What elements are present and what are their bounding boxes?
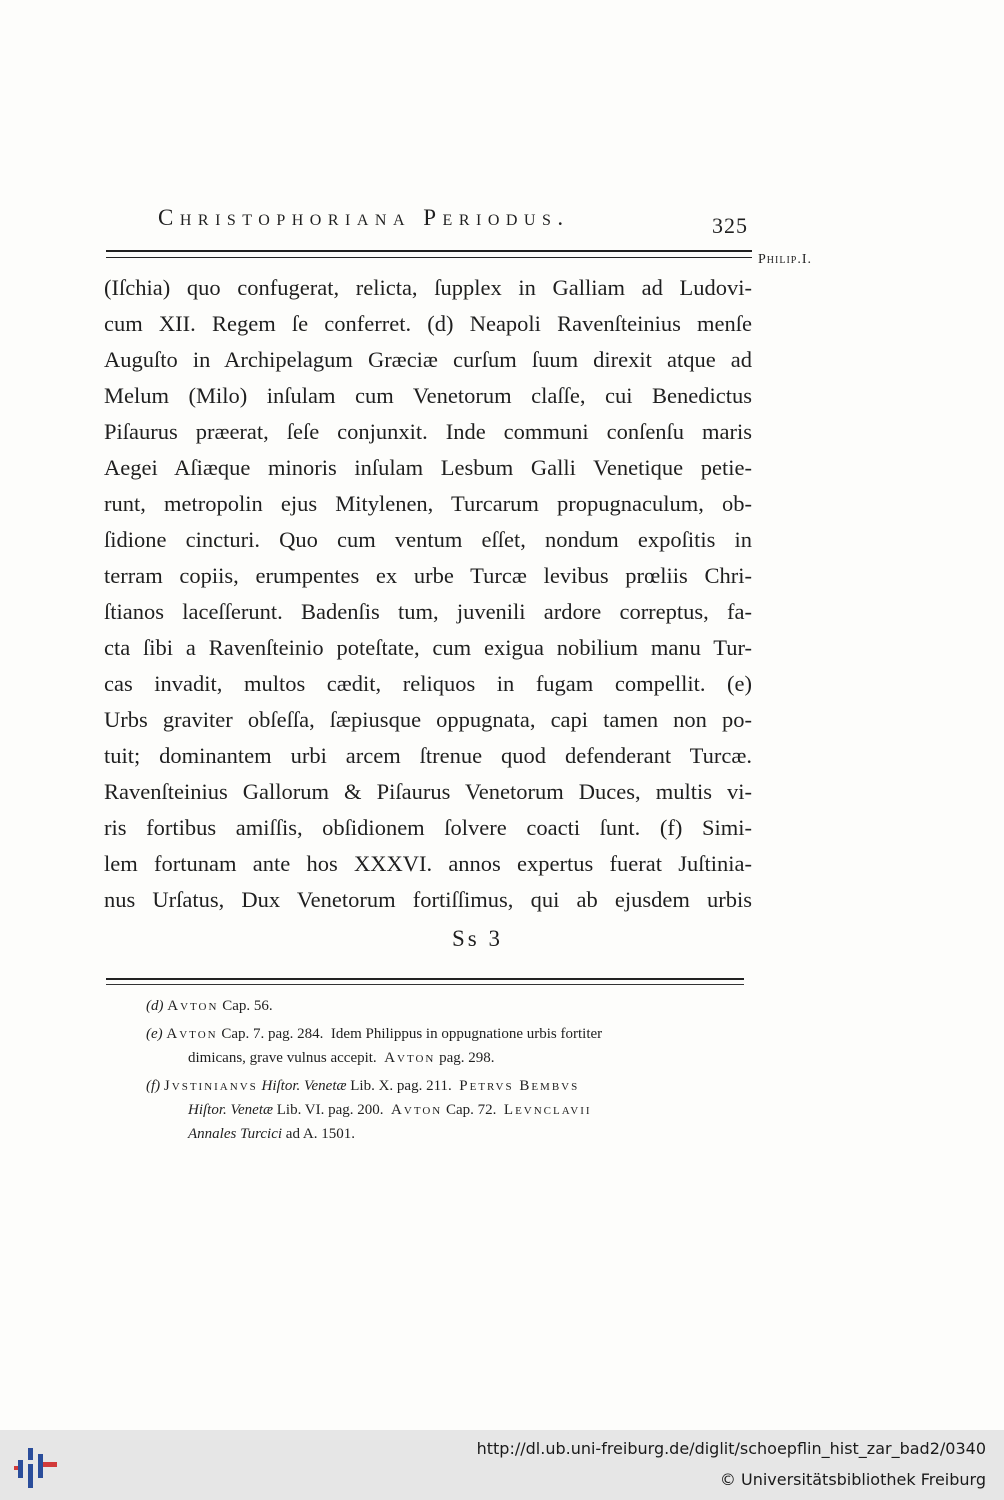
body-text xyxy=(104,270,752,918)
text-line: ſtianos laceſſerunt. Badenſis tum, juvenili ardore correptus, fa- xyxy=(104,599,752,624)
footnote-ref: Cap. 72. xyxy=(445,1102,497,1118)
text-line: Piſaurus præerat, ſeſe conjunxit. Inde communi conſenſu maris xyxy=(104,419,752,444)
text-line: Auguſto in Archipelagum Græciæ curſum ſuum direxit atque ad xyxy=(104,347,752,372)
source-url-link[interactable]: http://dl.ub.uni-freiburg.de/diglit/schoepflin_hist_zar_bad2/0340 xyxy=(476,1439,986,1458)
footnote-author: Avton xyxy=(167,998,219,1014)
ub-freiburg-logo-icon[interactable] xyxy=(14,1440,64,1492)
text-line: Melum (Milo) inſulam cum Venetorum claſſe, cui Benedictus xyxy=(104,383,752,408)
footnote-continuation xyxy=(146,1098,756,1122)
footnote-f xyxy=(146,1074,756,1146)
footnote-label: (e) xyxy=(146,1026,163,1042)
margin-note: Philip.I. xyxy=(758,252,812,267)
running-head: Christophoriana Periodus. xyxy=(158,205,570,230)
copyright-text: © Universitätsbibliothek Freiburg xyxy=(719,1470,986,1489)
footnote-author: Petrvs Bembvs xyxy=(459,1078,580,1094)
text-line: cta ſibi a Ravenſteinio poteſtate, cum exigua nobilium manu Tur- xyxy=(104,635,752,660)
footnote-label: (d) xyxy=(146,998,164,1014)
footnote-ref: Lib. VI. pag. 200. xyxy=(276,1102,384,1118)
footnote-work: Hiſtor. Venetæ xyxy=(188,1102,273,1118)
text-line: ris fortibus amiſſis, obſidionem ſolvere coacti ſunt. (f) Simi- xyxy=(104,815,752,840)
text-line: nus Urſatus, Dux Venetorum fortiſſimus, qui ab ejusdem urbis xyxy=(104,887,752,912)
text-line: Aegei Aſiæque minoris inſulam Lesbum Galli Venetique petie- xyxy=(104,455,752,480)
footnote-ref: ad A. 1501. xyxy=(285,1126,355,1142)
footnote-d xyxy=(146,994,756,1018)
footnote-ref: Cap. 7. pag. 284. xyxy=(221,1026,324,1042)
signature-mark: Ss 3 xyxy=(452,926,503,951)
footnote-continuation xyxy=(146,1046,756,1070)
text-line: (Iſchia) quo confugerat, relicta, ſupplex in Galliam ad Ludovi- xyxy=(104,275,752,300)
footnote-work: Annales Turcici xyxy=(188,1126,283,1142)
footnote-text: dimicans, grave vulnus accepit. xyxy=(188,1050,377,1066)
footnote-rule xyxy=(106,978,744,985)
footnote-text: Idem Philippus in oppugnatione urbis fortiter xyxy=(330,1026,603,1042)
text-line: lem fortunam ante hos XXXVI. annos expertus fuerat Juſtinia- xyxy=(104,851,752,876)
footnotes xyxy=(146,994,756,1150)
footnote-author: Jvstinianvs xyxy=(163,1078,258,1094)
text-line: Ravenſteinius Gallorum & Piſaurus Venetorum Duces, multis vi- xyxy=(104,779,752,804)
footnote-label: (f) xyxy=(146,1078,161,1094)
header-rule xyxy=(106,250,752,258)
footnote-author: Levnclavii xyxy=(503,1102,592,1118)
footnote-e xyxy=(146,1022,756,1070)
footnote-continuation xyxy=(146,1122,756,1146)
page-number: 325 xyxy=(712,213,748,238)
text-line: ſidione cincturi. Quo cum ventum eſſet, nondum expoſitis in xyxy=(104,527,752,552)
footnote-ref: Lib. X. pag. 211. xyxy=(350,1078,452,1094)
footer-bar xyxy=(0,1430,1004,1500)
text-line: Urbs graviter obſeſſa, ſæpiusque oppugnata, capi tamen non po- xyxy=(104,707,752,732)
footnote-ref: Cap. 56. xyxy=(222,998,273,1014)
text-line: tuit; dominantem urbi arcem ſtrenue quod defenderant Turcæ. xyxy=(104,743,752,768)
text-line: cas invadit, multos cædit, reliquos in fugam compellit. (e) xyxy=(104,671,752,696)
footnote-work: Hiſtor. Venetæ xyxy=(261,1078,347,1094)
text-line: runt, metropolin ejus Mitylenen, Turcarum propugnaculum, ob- xyxy=(104,491,752,516)
text-line: terram copiis, erumpentes ex urbe Turcæ levibus prœliis Chri- xyxy=(104,563,752,588)
text-line: cum XII. Regem ſe conferret. (d) Neapoli Ravenſteinius menſe xyxy=(104,311,752,336)
logo-glyph-icon xyxy=(14,1440,64,1492)
footnote-author: Avton xyxy=(391,1102,443,1118)
footnote-author: Avton xyxy=(166,1026,218,1042)
footnote-author: Avton xyxy=(384,1050,436,1066)
footnote-ref: pag. 298. xyxy=(439,1050,495,1066)
